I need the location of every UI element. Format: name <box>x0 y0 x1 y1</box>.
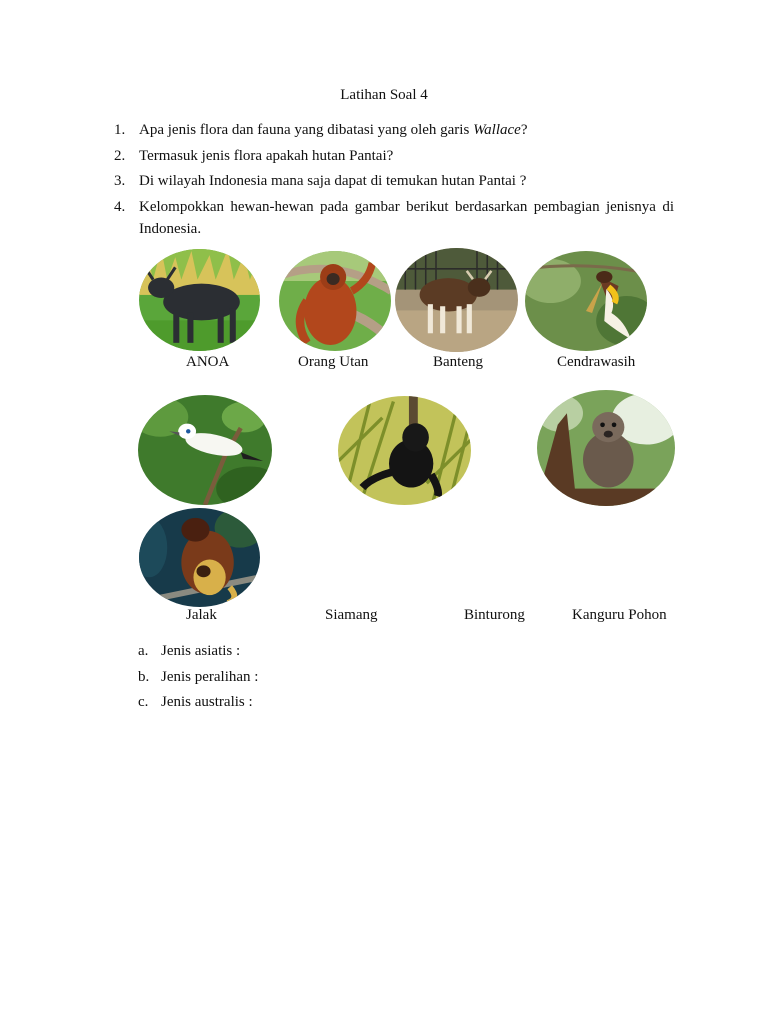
caption-banteng: Banteng <box>433 354 483 370</box>
orangutan-photo <box>279 251 391 351</box>
question-number: 3. <box>114 173 126 189</box>
tree-kangaroo-photo <box>139 508 260 607</box>
option-a <box>138 643 240 660</box>
caption-kanguru-pohon: Kanguru Pohon <box>572 607 667 623</box>
caption-anoa: ANOA <box>186 354 230 370</box>
question-text-part: Apa jenis flora dan fauna yang dibatasi yang oleh garis <box>139 122 474 138</box>
question-text-part: ? <box>520 122 528 138</box>
question-number: 1. <box>114 122 126 138</box>
option-text: Jenis asiatis : <box>161 643 241 659</box>
bali-starling-photo <box>138 395 272 505</box>
question-text: Di wilayah Indonesia mana saja dapat di temukan hutan Pantai ? <box>139 173 527 189</box>
bird-of-paradise-photo <box>525 251 647 351</box>
question-text: Termasuk jenis flora apakah hutan Pantai? <box>139 148 394 164</box>
siamang-photo <box>338 396 471 505</box>
option-letter: c. <box>138 694 149 710</box>
caption-cendrawasih: Cendrawasih <box>557 354 636 370</box>
binturong-photo <box>537 390 675 506</box>
option-b <box>138 669 258 686</box>
question-text <box>139 118 674 143</box>
question-text-italic: Wallace <box>473 122 521 138</box>
question-text: Kelompokkan hewan-hewan pada gambar berikut berdasarkan pembagian jenisnya di <box>139 199 674 215</box>
option-text: Jenis peralihan : <box>161 669 259 685</box>
question-number: 4. <box>114 199 126 215</box>
caption-binturong: Binturong <box>464 607 525 623</box>
caption-siamang: Siamang <box>325 607 378 623</box>
option-letter: b. <box>138 669 150 685</box>
worksheet-title: Latihan Soal 4 <box>340 87 428 103</box>
caption-orang-utan: Orang Utan <box>298 354 369 370</box>
caption-jalak: Jalak <box>186 607 217 623</box>
banteng-photo <box>395 248 518 352</box>
question-4-continuation: Indonesia. <box>139 221 202 237</box>
option-text: Jenis australis : <box>161 694 253 710</box>
question-number: 2. <box>114 148 126 164</box>
option-c <box>138 694 253 711</box>
anoa-photo <box>139 249 260 351</box>
option-letter: a. <box>138 643 149 659</box>
